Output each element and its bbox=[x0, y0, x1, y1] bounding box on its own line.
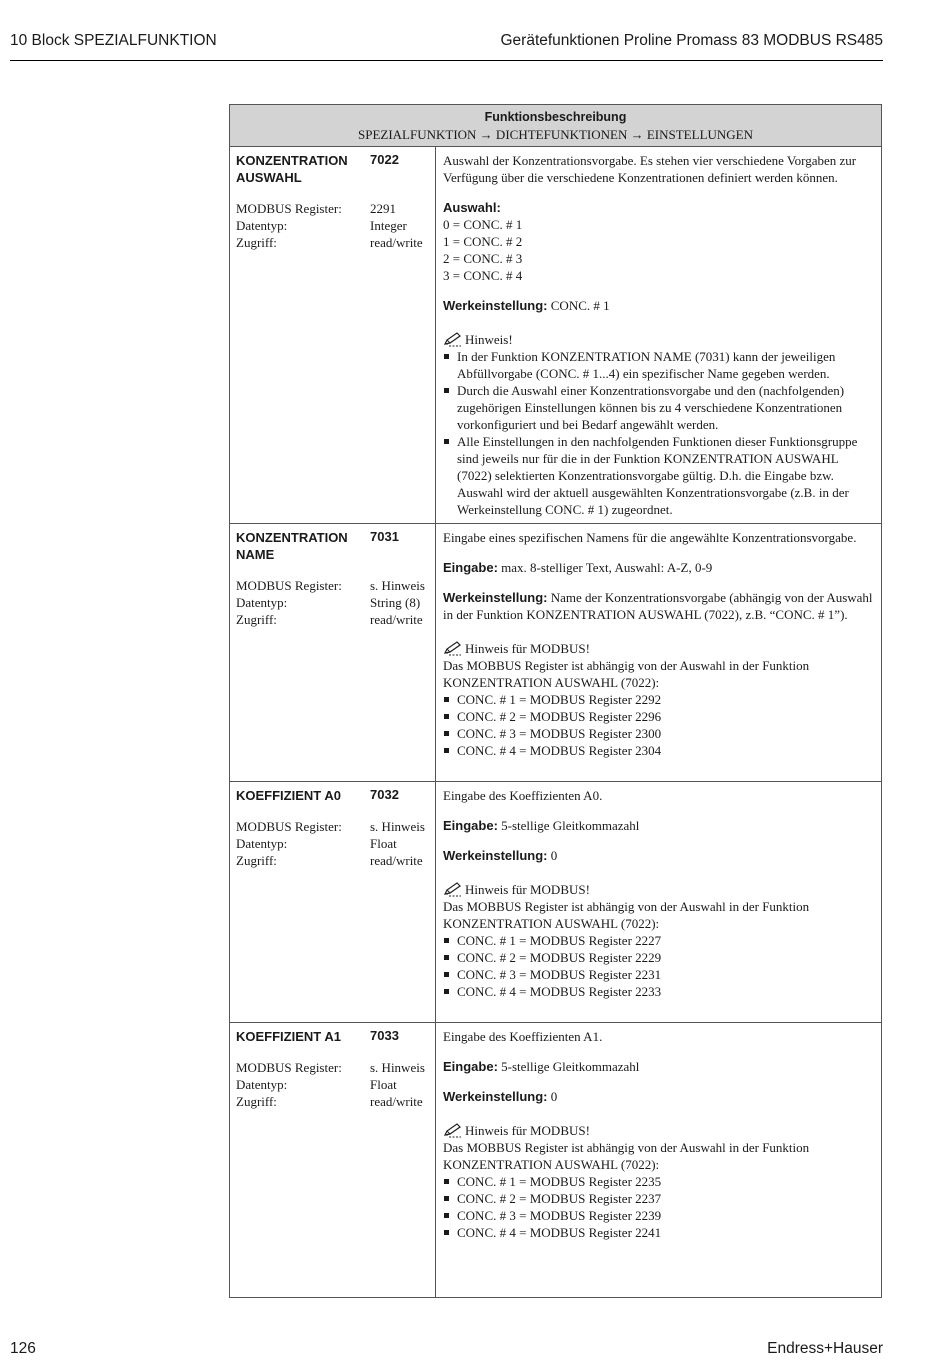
function-number: 7033 bbox=[370, 1028, 399, 1043]
modbus-register-item: CONC. # 1 = MODBUS Register 2227 bbox=[443, 932, 874, 949]
modbus-register-item: CONC. # 4 = MODBUS Register 2304 bbox=[443, 742, 874, 759]
access-value: read/write bbox=[370, 612, 423, 627]
factory-value: CONC. # 1 bbox=[550, 298, 610, 313]
options-label: Auswahl: bbox=[443, 200, 501, 215]
function-meta bbox=[230, 782, 436, 1022]
input-value: 5-stellige Gleitkommazahl bbox=[501, 818, 640, 833]
description-text: Auswahl der Konzentrationsvorgabe. Es stehen vier verschiedene Vorgaben zur Verfügung über die verschiedene Konzentrationen definiert werden können. bbox=[443, 153, 857, 185]
input-label: Eingabe: bbox=[443, 1059, 498, 1074]
modbus-register-list bbox=[443, 1173, 874, 1241]
modbus-register-item: CONC. # 3 = MODBUS Register 2239 bbox=[443, 1207, 874, 1224]
access-label: Zugriff: bbox=[236, 853, 277, 868]
note-heading bbox=[443, 1122, 874, 1139]
function-name: KOEFFIZIENT A1 bbox=[236, 1029, 341, 1044]
function-row-7032 bbox=[230, 782, 881, 1023]
factory-label: Werkeinstellung: bbox=[443, 590, 548, 605]
description-text: Eingabe des Koeffizienten A1. bbox=[443, 1029, 603, 1044]
datatype-label: Datentyp: bbox=[236, 1077, 288, 1092]
access-value: read/write bbox=[370, 235, 423, 250]
modbus-intro: Das MOBBUS Register ist abhängig von der Auswahl in der Funktion KONZENTRATION AUSWAHL (7022): bbox=[443, 658, 810, 690]
factory-value: 0 bbox=[550, 1089, 558, 1104]
function-meta bbox=[230, 1023, 436, 1297]
register-value: s. Hinweis bbox=[370, 578, 425, 593]
modbus-intro: Das MOBBUS Register ist abhängig von der Auswahl in der Funktion KONZENTRATION AUSWAHL (7022): bbox=[443, 1140, 810, 1172]
option-item: 2 = CONC. # 3 bbox=[443, 251, 523, 266]
note-heading bbox=[443, 881, 874, 898]
modbus-register-item: CONC. # 1 = MODBUS Register 2235 bbox=[443, 1173, 874, 1190]
factory-setting bbox=[443, 297, 874, 314]
factory-setting bbox=[443, 847, 874, 864]
function-number: 7031 bbox=[370, 529, 399, 544]
register-label: MODBUS Register: bbox=[236, 819, 342, 834]
function-description bbox=[436, 1023, 881, 1297]
note-label: Hinweis für MODBUS! bbox=[465, 1123, 590, 1138]
page-header bbox=[10, 32, 883, 61]
factory-setting bbox=[443, 589, 874, 623]
datatype-label: Datentyp: bbox=[236, 218, 288, 233]
input-value: max. 8-stelliger Text, Auswahl: A-Z, 0-9 bbox=[501, 560, 713, 575]
input-spec bbox=[443, 1058, 874, 1075]
factory-value: Name der Konzentrationsvorgabe (abhängig von der Auswahl in der Funktion KONZENTRATION AUSWAHL (7022), z.B. “CONC. # 1”). bbox=[443, 590, 873, 622]
modbus-register-item: CONC. # 1 = MODBUS Register 2292 bbox=[443, 691, 874, 708]
function-name: KOEFFIZIENT A0 bbox=[236, 788, 341, 803]
register-label: MODBUS Register: bbox=[236, 1060, 342, 1075]
pencil-icon bbox=[443, 881, 465, 898]
option-item: 0 = CONC. # 1 bbox=[443, 217, 523, 232]
function-row-7031 bbox=[230, 524, 881, 782]
note-item: In der Funktion KONZENTRATION NAME (7031) kann der jeweiligen Abfüllvorgabe (CONC. # 1...4) ein spezifischer Name gegeben werden. bbox=[443, 348, 874, 382]
factory-label: Werkeinstellung: bbox=[443, 1089, 548, 1104]
register-value: s. Hinweis bbox=[370, 819, 425, 834]
register-value: 2291 bbox=[370, 201, 396, 216]
function-properties bbox=[236, 577, 429, 628]
pencil-icon bbox=[443, 1122, 465, 1139]
factory-label: Werkeinstellung: bbox=[443, 848, 548, 863]
modbus-register-item: CONC. # 3 = MODBUS Register 2300 bbox=[443, 725, 874, 742]
function-table bbox=[229, 104, 882, 1298]
modbus-register-item: CONC. # 2 = MODBUS Register 2296 bbox=[443, 708, 874, 725]
note-label: Hinweis für MODBUS! bbox=[465, 882, 590, 897]
table-header bbox=[230, 105, 881, 147]
function-number: 7032 bbox=[370, 787, 399, 802]
table-path: SPEZIALFUNKTION → DICHTEFUNKTIONEN → EINSTELLUNGEN bbox=[357, 127, 753, 142]
access-value: read/write bbox=[370, 1094, 423, 1109]
option-item: 1 = CONC. # 2 bbox=[443, 234, 523, 249]
factory-value: 0 bbox=[550, 848, 558, 863]
input-label: Eingabe: bbox=[443, 818, 498, 833]
register-label: MODBUS Register: bbox=[236, 201, 342, 216]
input-spec bbox=[443, 559, 874, 576]
page-number: 126 bbox=[10, 1340, 36, 1357]
function-name: KONZENTRATION NAME bbox=[236, 530, 348, 562]
option-item: 3 = CONC. # 4 bbox=[443, 268, 523, 283]
function-properties bbox=[236, 818, 429, 869]
note-list bbox=[443, 348, 874, 518]
datatype-value: String (8) bbox=[370, 595, 421, 610]
factory-label: Werkeinstellung: bbox=[443, 298, 548, 313]
datatype-label: Datentyp: bbox=[236, 595, 288, 610]
function-description bbox=[436, 782, 881, 1022]
function-properties bbox=[236, 1059, 429, 1110]
brand-name: Endress+Hauser bbox=[767, 1340, 883, 1357]
function-meta bbox=[230, 524, 436, 781]
modbus-register-item: CONC. # 4 = MODBUS Register 2241 bbox=[443, 1224, 874, 1241]
note-item: Durch die Auswahl einer Konzentrationsvorgabe und den (nachfolgenden) zugehörigen Einstellungen können bis zu 4 verschiedene Konzentrationen vorkonfiguriert und bei Bedarf angewählt werden. bbox=[443, 382, 874, 433]
function-row-7033 bbox=[230, 1023, 881, 1297]
function-row-7022 bbox=[230, 147, 881, 524]
datatype-value: Float bbox=[370, 1077, 397, 1092]
table-title: Funktionsbeschreibung bbox=[484, 110, 627, 124]
datatype-label: Datentyp: bbox=[236, 836, 288, 851]
input-spec bbox=[443, 817, 874, 834]
access-value: read/write bbox=[370, 853, 423, 868]
access-label: Zugriff: bbox=[236, 612, 277, 627]
note-heading bbox=[443, 640, 874, 657]
function-number: 7022 bbox=[370, 152, 399, 167]
note-label: Hinweis für MODBUS! bbox=[465, 641, 590, 656]
modbus-register-list bbox=[443, 932, 874, 1000]
datatype-value: Integer bbox=[370, 218, 407, 233]
function-name: KONZENTRATION AUSWAHL bbox=[236, 153, 348, 185]
register-label: MODBUS Register: bbox=[236, 578, 342, 593]
pencil-icon bbox=[443, 640, 465, 657]
input-label: Eingabe: bbox=[443, 560, 498, 575]
modbus-register-item: CONC. # 4 = MODBUS Register 2233 bbox=[443, 983, 874, 1000]
modbus-register-list bbox=[443, 691, 874, 759]
function-properties bbox=[236, 200, 429, 251]
description-text: Eingabe eines spezifischen Namens für die angewählte Konzentrationsvorgabe. bbox=[443, 530, 857, 545]
datatype-value: Float bbox=[370, 836, 397, 851]
function-description bbox=[436, 524, 881, 781]
input-value: 5-stellige Gleitkommazahl bbox=[501, 1059, 640, 1074]
document-title: Gerätefunktionen Proline Promass 83 MODBUS RS485 bbox=[500, 32, 883, 49]
modbus-register-item: CONC. # 2 = MODBUS Register 2237 bbox=[443, 1190, 874, 1207]
access-label: Zugriff: bbox=[236, 1094, 277, 1109]
access-label: Zugriff: bbox=[236, 235, 277, 250]
note-item: Alle Einstellungen in den nachfolgenden Funktionen dieser Funktionsgruppe sind jeweils nur für die in der Funktion KONZENTRATION AUSWAHL (7022) selektierten Konzentrationsvorgabe gültig. D.h. die Eingabe bzw. Auswahl wird der aktuell ausgewählten Konzentrationsvorgabe (z.B. in der Werkeinstellung CONC. # 1) zugeordnet. bbox=[443, 433, 874, 518]
function-meta bbox=[230, 147, 436, 523]
register-value: s. Hinweis bbox=[370, 1060, 425, 1075]
factory-setting bbox=[443, 1088, 874, 1105]
section-title: 10 Block SPEZIALFUNKTION bbox=[10, 32, 217, 49]
note-heading bbox=[443, 331, 874, 348]
modbus-register-item: CONC. # 3 = MODBUS Register 2231 bbox=[443, 966, 874, 983]
function-description bbox=[436, 147, 881, 523]
modbus-register-item: CONC. # 2 = MODBUS Register 2229 bbox=[443, 949, 874, 966]
note-label: Hinweis! bbox=[465, 332, 513, 347]
description-text: Eingabe des Koeffizienten A0. bbox=[443, 788, 603, 803]
modbus-intro: Das MOBBUS Register ist abhängig von der Auswahl in der Funktion KONZENTRATION AUSWAHL (7022): bbox=[443, 899, 810, 931]
pencil-icon bbox=[443, 331, 465, 348]
